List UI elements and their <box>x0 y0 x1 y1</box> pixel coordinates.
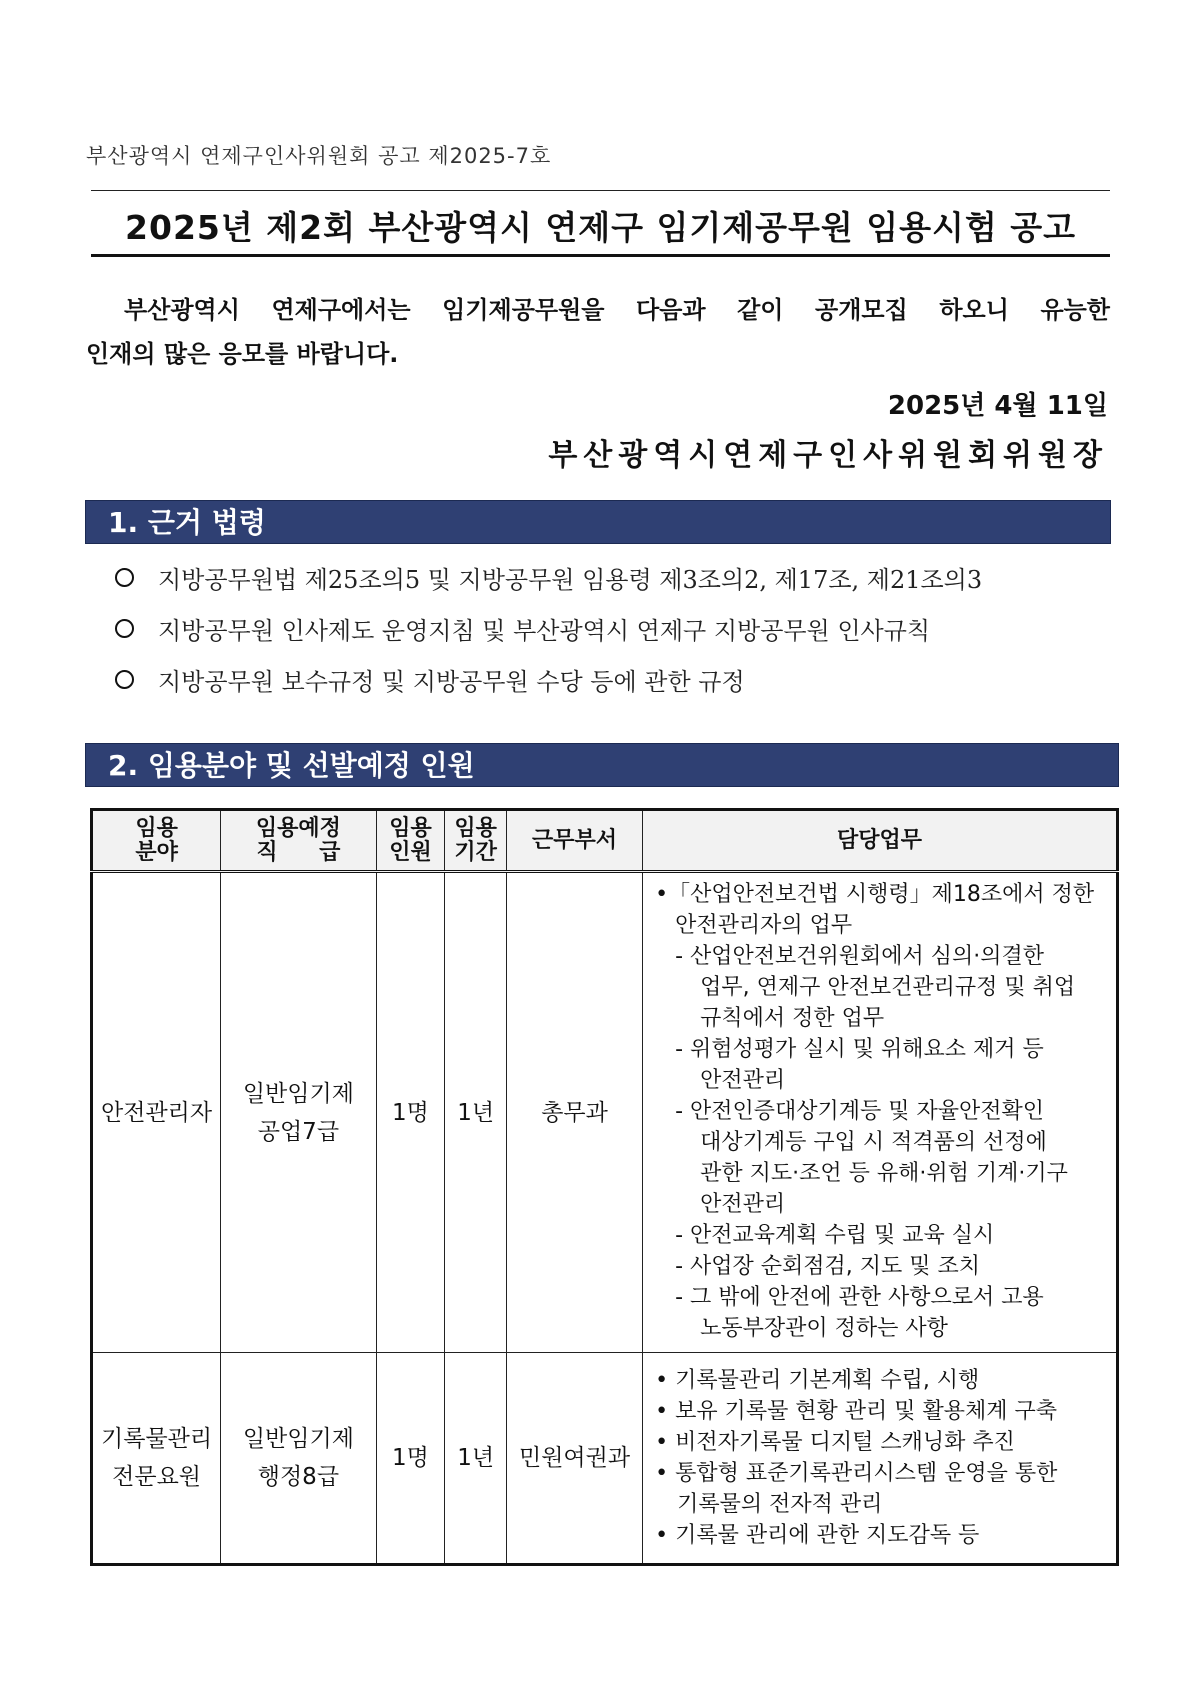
title-bottom-rule <box>91 254 1110 257</box>
table-row <box>92 872 1118 1353</box>
header-field: 임용 분야 <box>92 810 221 872</box>
cell-field: 기록물관리 전문요원 <box>92 1353 221 1565</box>
cell-count: 1명 <box>376 1353 445 1565</box>
cell-period: 1년 <box>445 872 507 1353</box>
cell-period: 1년 <box>445 1353 507 1565</box>
section-heading-recruitment: 2. 임용분야 및 선발예정 인원 <box>85 743 1119 787</box>
section-heading-legal-basis: 1. 근거 법령 <box>85 500 1111 544</box>
header-count: 임용 인원 <box>376 810 445 872</box>
list-item: 지방공무원법 제25조의5 및 지방공무원 임용령 제3조의2, 제17조, 제21조의3 <box>115 560 982 611</box>
legal-basis-list <box>115 560 982 713</box>
intro-paragraph <box>86 288 1110 376</box>
table-row <box>92 1353 1118 1565</box>
circle-bullet-icon <box>115 568 134 587</box>
cell-grade: 일반임기제 공업7급 <box>221 872 376 1353</box>
cell-department: 민원여권과 <box>506 1353 642 1565</box>
list-item: 지방공무원 보수규정 및 지방공무원 수당 등에 관한 규정 <box>115 662 982 713</box>
header-period: 임용 기간 <box>445 810 507 872</box>
header-duties: 담당업무 <box>643 810 1118 872</box>
cell-field: 안전관리자 <box>92 872 221 1353</box>
document-title: 2025년 제2회 부산광역시 연제구 임기제공무원 임용시험 공고 <box>125 208 1076 247</box>
signer: 부산광역시연제구인사위원회위원장 <box>548 438 1108 473</box>
header-grade: 임용예정 직 급 <box>221 810 376 872</box>
list-item: 지방공무원 인사제도 운영지침 및 부산광역시 연제구 지방공무원 인사규칙 <box>115 611 982 662</box>
cell-duties: •「산업안전보건법 시행령」제18조에서 정한 안전관리자의 업무 - 산업안전보건위원회에서 심의·의결한 업무, 연제구 안전보건관리규정 및 취업 규칙에서 정한 업무 - 위험성평가 실시 및 위해요소 제거 등 안전관리 - 안전인증대상기계등 및 자율안전확인 대상기계등 구입 시 적격품의 선정에 관한 지도·조언 등 유해·위험 기계·기구 안전관리 - 안전교육계획 수립 및 교육 실시 - 사업장 순회점검, 지도 및 조치 - 그 밖에 안전에 관한 사항으로서 고용 노동부장관이 정하는 사항 <box>643 872 1118 1353</box>
cell-count: 1명 <box>376 872 445 1353</box>
notice-date: 2025년 4월 11일 <box>887 391 1108 421</box>
cell-duties: • 기록물관리 기본계획 수립, 시행 • 보유 기록물 현황 관리 및 활용체계 구축 • 비전자기록물 디지털 스캐닝화 추진 • 통합형 표준기록관리시스템 운영을 통한 기록물의 전자적 관리 • 기록물 관리에 관한 지도감독 등 <box>643 1353 1118 1565</box>
circle-bullet-icon <box>115 619 134 638</box>
table-header-row <box>92 810 1118 872</box>
notice-number: 부산광역시 연제구인사위원회 공고 제2025-7호 <box>86 144 552 168</box>
circle-bullet-icon <box>115 670 134 689</box>
cell-department: 총무과 <box>506 872 642 1353</box>
intro-line-2: 인재의 많은 응모를 바랍니다. <box>86 340 399 368</box>
header-department: 근무부서 <box>506 810 642 872</box>
cell-grade: 일반임기제 행정8급 <box>221 1353 376 1565</box>
intro-line-1: 부산광역시 연제구에서는 임기제공무원을 다음과 같이 공개모집 하오니 유능한 <box>124 296 1110 324</box>
recruitment-table <box>90 808 1119 1566</box>
title-top-rule <box>91 190 1110 191</box>
